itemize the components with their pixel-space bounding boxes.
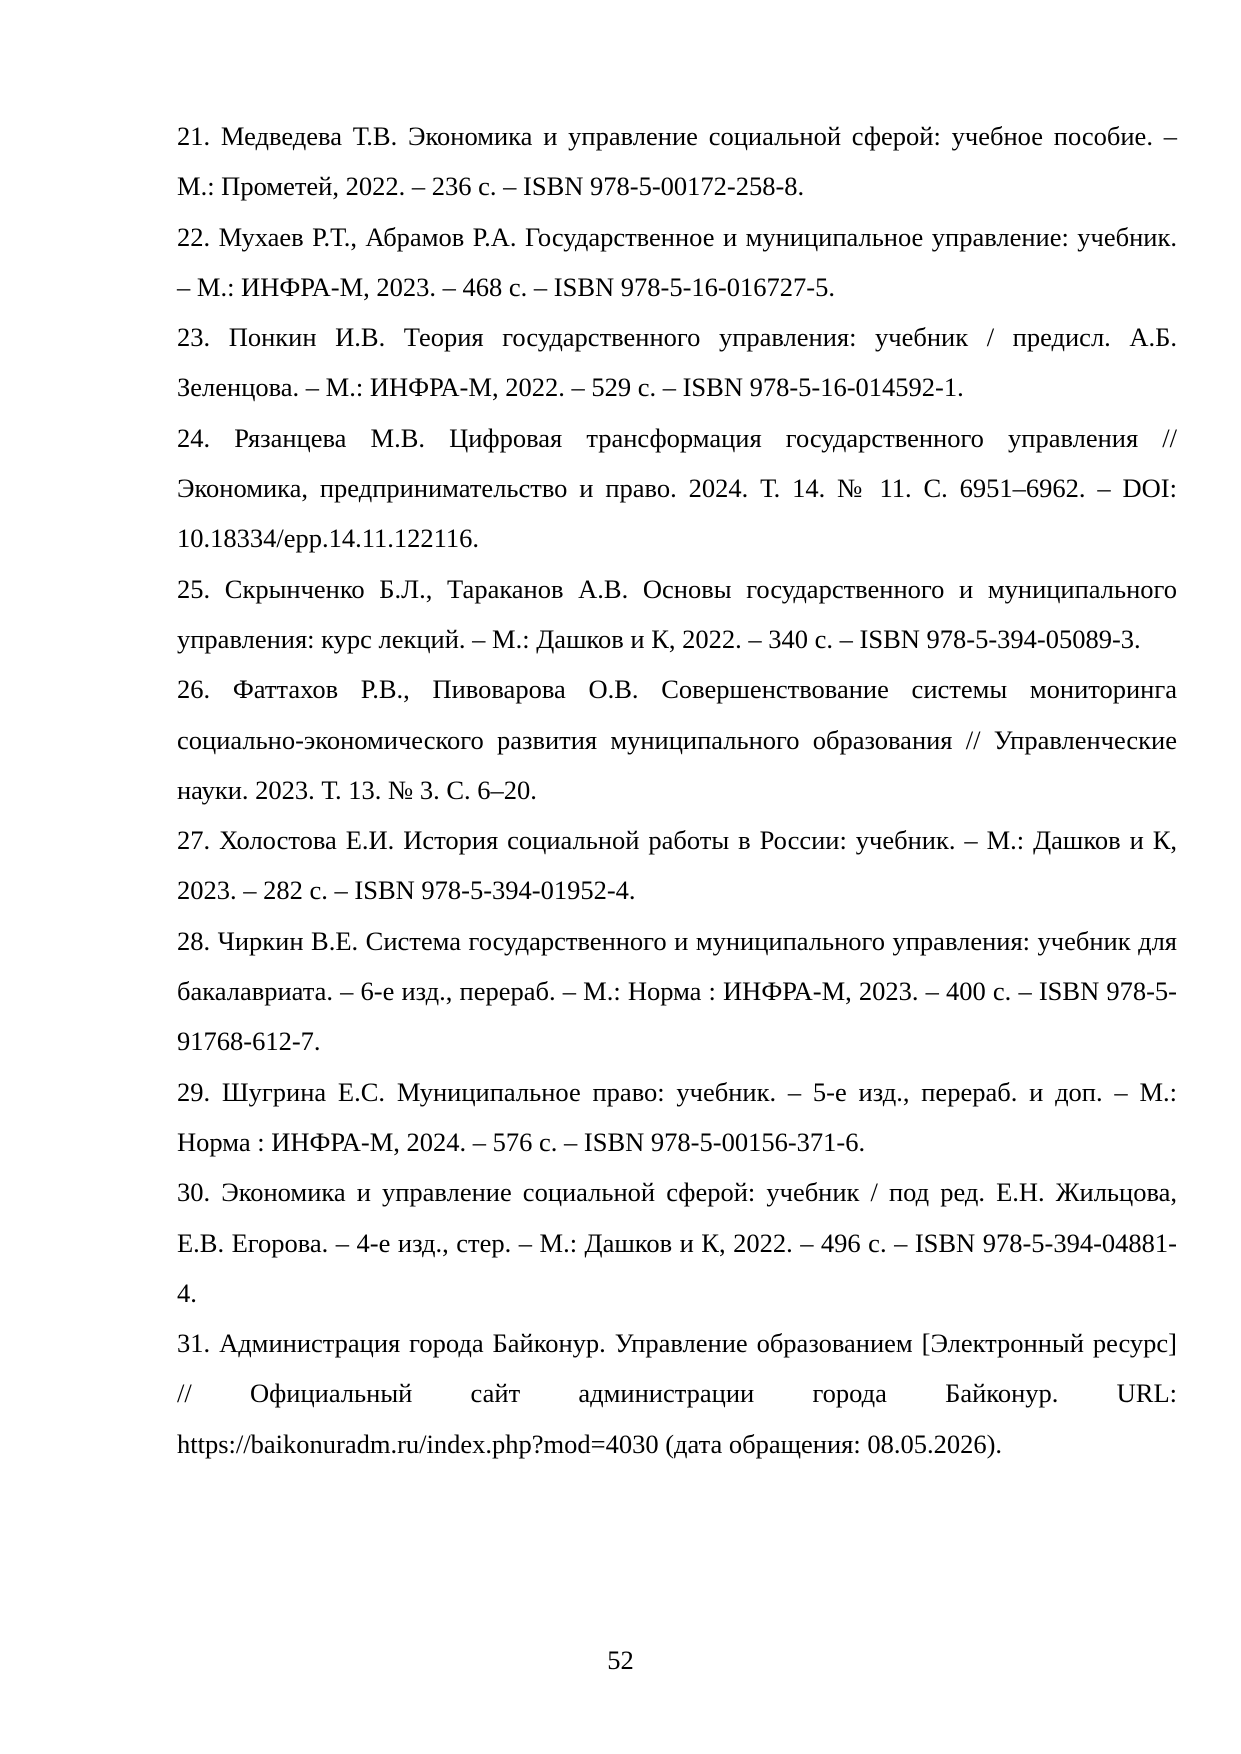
reference-item: 27. Холостова Е.И. История социальной работы в России: учебник. – М.: Дашков и К, 2023. – 282 с. – ISBN 978-5-394-01952-4.	[177, 825, 1177, 906]
reference-item: 21. Медведева Т.В. Экономика и управление социальной сферой: учебное пособие. – М.: Прометей, 2022. – 236 с. – ISBN 978-5-00172-258-8.	[177, 121, 1177, 202]
reference-item: 30. Экономика и управление социальной сферой: учебник / под ред. Е.Н. Жильцова, Е.В. Егорова. – 4-е изд., стер. – М.: Дашков и К, 2022. – 496 с. – ISBN 978-5-394-04881-4.	[177, 1177, 1177, 1308]
reference-item: 31. Администрация города Байконур. Управление образованием [Электронный ресурс] // Официальный сайт администрации города Байконур. URL: https://baikonuradm.ru/index.php?mod=4030 (дата обращения: 08.05.2026).	[177, 1328, 1177, 1459]
reference-item: 28. Чиркин В.Е. Система государственного и муниципального управления: учебник для бакалавриата. – 6-е изд., перераб. – М.: Норма : ИНФРА-М, 2023. – 400 с. – ISBN 978-5-91768-612-7.	[177, 925, 1177, 1057]
reference-list	[177, 111, 1177, 1469]
reference-item: 22. Мухаев Р.Т., Абрамов Р.А. Государственное и муниципальное управление: учебник. – М.: ИНФРА-М, 2023. – 468 с. – ISBN 978-5-16-016727-5.	[177, 221, 1177, 302]
reference-item: 25. Скрынченко Б.Л., Тараканов А.В. Основы государственного и муниципального управления: курс лекций. – М.: Дашков и К, 2022. – 340 с. – ISBN 978-5-394-05089-3.	[177, 573, 1177, 654]
reference-item: 24. Рязанцева М.В. Цифровая трансформация государственного управления // Экономика, предпринимательство и право. 2024. Т. 14. № 11. С. 6951–6962. – DOI: 10.18334/epp.14.11.122116.	[177, 422, 1177, 554]
reference-item: 29. Шугрина Е.С. Муниципальное право: учебник. – 5-е изд., перераб. и доп. – М.: Норма : ИНФРА-М, 2024. – 576 с. – ISBN 978-5-00156-371-6.	[177, 1076, 1177, 1157]
reference-item: 23. Понкин И.В. Теория государственного управления: учебник / предисл. А.Б. Зеленцова. – М.: ИНФРА-М, 2022. – 529 с. – ISBN 978-5-16-014592-1.	[177, 322, 1177, 403]
page-number: 52	[607, 1645, 634, 1675]
reference-item: 26. Фаттахов Р.В., Пивоварова О.В. Совершенствование системы мониторинга социально-экономического развития муниципального образования // Управленческие науки. 2023. Т. 13. № 3. С. 6–20.	[177, 674, 1177, 805]
